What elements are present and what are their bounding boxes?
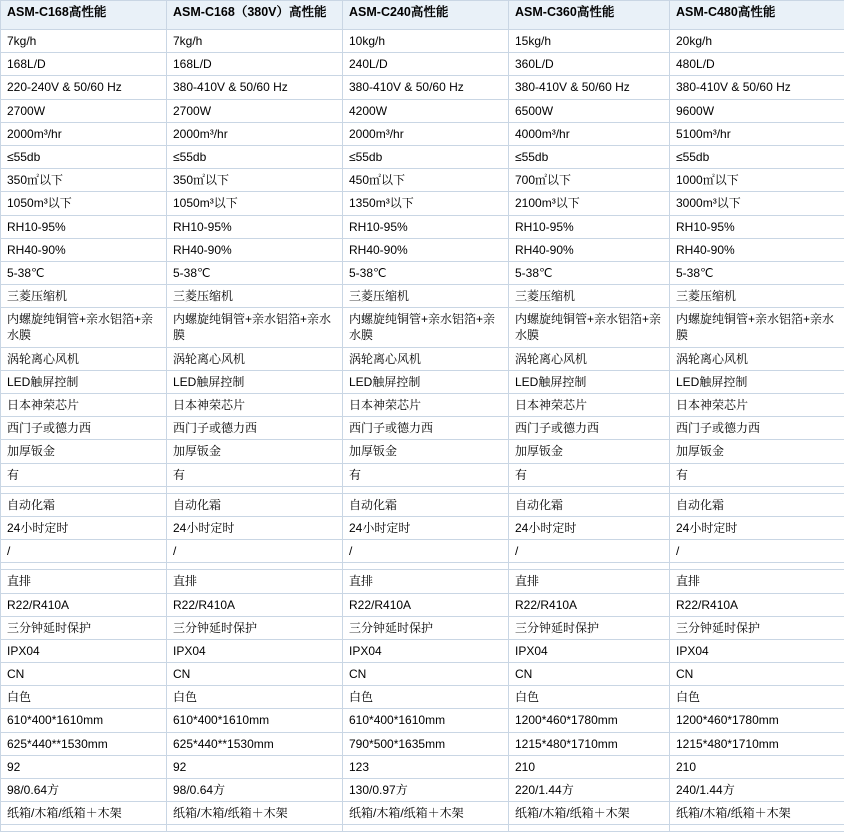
table-row [1, 192, 844, 215]
table-cell: 自动化霜 [167, 493, 343, 516]
table-cell: CN [1, 663, 167, 686]
table-cell: 610*400*1610mm [167, 709, 343, 732]
table-row [1, 394, 844, 417]
table-cell: RH10-95% [167, 215, 343, 238]
table-cell: 日本神荣芯片 [167, 394, 343, 417]
table-cell: 三菱压缩机 [670, 285, 844, 308]
table-cell: 7kg/h [1, 30, 167, 53]
table-cell: 92 [167, 755, 343, 778]
table-row [1, 122, 844, 145]
table-cell: 白色 [167, 686, 343, 709]
table-cell: 380-410V & 50/60 Hz [167, 76, 343, 99]
table-row [1, 53, 844, 76]
table-cell: CN [343, 663, 509, 686]
table-cell: 98/0.64方 [167, 779, 343, 802]
table-cell: 130/0.97方 [343, 779, 509, 802]
table-cell: 内螺旋纯铜管+亲水铝箔+亲水膜 [343, 308, 509, 347]
table-cell: CN [509, 663, 670, 686]
table-cell: 7kg/h [167, 30, 343, 53]
table-cell: 1215*480*1710mm [509, 732, 670, 755]
table-cell: RH10-95% [343, 215, 509, 238]
table-cell: 有 [1, 463, 167, 486]
table-cell: ≤55db [343, 145, 509, 168]
table-cell: 1350m³以下 [343, 192, 509, 215]
table-row [1, 686, 844, 709]
table-cell: 加厚钣金 [1, 440, 167, 463]
table-cell: 380-410V & 50/60 Hz [343, 76, 509, 99]
table-cell: CN [670, 663, 844, 686]
table-cell [670, 563, 844, 570]
table-cell [167, 825, 343, 832]
table-row [1, 440, 844, 463]
table-cell: 自动化霜 [1, 493, 167, 516]
table-cell [509, 486, 670, 493]
table-cell: RH40-90% [509, 238, 670, 261]
table-cell: 自动化霜 [509, 493, 670, 516]
table-cell: 日本神荣芯片 [343, 394, 509, 417]
table-cell: RH40-90% [1, 238, 167, 261]
table-cell: IPX04 [343, 639, 509, 662]
table-cell: / [343, 540, 509, 563]
table-cell: 自动化霜 [343, 493, 509, 516]
table-cell: 5-38℃ [167, 261, 343, 284]
table-cell: 1050m³以下 [167, 192, 343, 215]
table-cell: 自动化霜 [670, 493, 844, 516]
table-cell: 6500W [509, 99, 670, 122]
table-row [1, 417, 844, 440]
table-cell: LED触屏控制 [1, 370, 167, 393]
table-cell: 5-38℃ [343, 261, 509, 284]
table-row [1, 370, 844, 393]
table-cell: 西门子或德力西 [509, 417, 670, 440]
table-cell: 直排 [343, 570, 509, 593]
table-cell: 白色 [1, 686, 167, 709]
table-cell: 10kg/h [343, 30, 509, 53]
table-cell: 三分钟延时保护 [343, 616, 509, 639]
table-cell: 24小时定时 [1, 516, 167, 539]
table-row [1, 570, 844, 593]
table-cell: RH40-90% [670, 238, 844, 261]
table-cell: 加厚钣金 [343, 440, 509, 463]
table-cell: 9600W [670, 99, 844, 122]
table-cell: 西门子或德力西 [670, 417, 844, 440]
table-cell: 700㎡以下 [509, 169, 670, 192]
table-row [1, 802, 844, 825]
table-cell: 涡轮离心风机 [670, 347, 844, 370]
table-cell: 2000m³/hr [1, 122, 167, 145]
table-cell: 92 [1, 755, 167, 778]
table-row [1, 540, 844, 563]
table-cell: 5-38℃ [509, 261, 670, 284]
table-cell: 240L/D [343, 53, 509, 76]
table-cell: 西门子或德力西 [1, 417, 167, 440]
table-cell: 2700W [167, 99, 343, 122]
table-row [1, 663, 844, 686]
table-cell: R22/R410A [670, 593, 844, 616]
table-cell: / [1, 540, 167, 563]
table-cell [509, 563, 670, 570]
table-cell: LED触屏控制 [509, 370, 670, 393]
column-header: ASM-C480高性能 [670, 1, 844, 30]
table-row [1, 732, 844, 755]
table-cell: 白色 [670, 686, 844, 709]
table-row [1, 145, 844, 168]
table-cell: R22/R410A [1, 593, 167, 616]
table-cell: 日本神荣芯片 [670, 394, 844, 417]
table-row [1, 285, 844, 308]
column-header: ASM-C168（380V）高性能 [167, 1, 343, 30]
table-cell: 直排 [167, 570, 343, 593]
table-cell: 直排 [1, 570, 167, 593]
table-row [1, 563, 844, 570]
table-cell: LED触屏控制 [670, 370, 844, 393]
table-cell: RH40-90% [167, 238, 343, 261]
table-cell: 4000m³/hr [509, 122, 670, 145]
table-header-row [1, 1, 844, 30]
table-cell: 5-38℃ [670, 261, 844, 284]
table-cell: 2700W [1, 99, 167, 122]
table-cell: 有 [509, 463, 670, 486]
table-cell: 220/1.44方 [509, 779, 670, 802]
table-cell: 2000m³/hr [343, 122, 509, 145]
table-cell: RH10-95% [1, 215, 167, 238]
table-cell: 380-410V & 50/60 Hz [509, 76, 670, 99]
table-cell: 西门子或德力西 [167, 417, 343, 440]
table-cell: RH10-95% [670, 215, 844, 238]
table-row [1, 30, 844, 53]
table-cell: 纸箱/木箱/纸箱＋木架 [167, 802, 343, 825]
table-body [1, 30, 844, 832]
table-cell: 15kg/h [509, 30, 670, 53]
table-row [1, 755, 844, 778]
table-cell [509, 825, 670, 832]
table-cell: 240/1.44方 [670, 779, 844, 802]
table-cell: LED触屏控制 [343, 370, 509, 393]
table-row [1, 215, 844, 238]
table-cell: 涡轮离心风机 [343, 347, 509, 370]
table-cell [670, 825, 844, 832]
table-cell: 123 [343, 755, 509, 778]
table-cell: R22/R410A [167, 593, 343, 616]
table-cell: R22/R410A [509, 593, 670, 616]
table-cell: 1215*480*1710mm [670, 732, 844, 755]
table-cell: 168L/D [167, 53, 343, 76]
table-row [1, 825, 844, 832]
table-cell: 168L/D [1, 53, 167, 76]
table-cell: 三菱压缩机 [1, 285, 167, 308]
table-cell: 2100m³以下 [509, 192, 670, 215]
table-cell: 纸箱/木箱/纸箱＋木架 [1, 802, 167, 825]
table-row [1, 238, 844, 261]
table-cell [343, 486, 509, 493]
table-cell: 210 [509, 755, 670, 778]
table-cell: 625*440**1530mm [167, 732, 343, 755]
table-row [1, 261, 844, 284]
table-row [1, 709, 844, 732]
table-cell: 5-38℃ [1, 261, 167, 284]
table-cell: ≤55db [509, 145, 670, 168]
table-row [1, 616, 844, 639]
table-row [1, 779, 844, 802]
table-row [1, 169, 844, 192]
table-cell: IPX04 [670, 639, 844, 662]
column-header: ASM-C240高性能 [343, 1, 509, 30]
table-cell: / [509, 540, 670, 563]
table-cell: 24小时定时 [167, 516, 343, 539]
table-cell: 内螺旋纯铜管+亲水铝箔+亲水膜 [1, 308, 167, 347]
table-cell: IPX04 [1, 639, 167, 662]
column-header: ASM-C360高性能 [509, 1, 670, 30]
table-cell: / [670, 540, 844, 563]
table-cell: ≤55db [670, 145, 844, 168]
table-cell: 纸箱/木箱/纸箱＋木架 [670, 802, 844, 825]
table-cell: 纸箱/木箱/纸箱＋木架 [509, 802, 670, 825]
table-cell: 24小时定时 [343, 516, 509, 539]
table-cell: 24小时定时 [509, 516, 670, 539]
table-row [1, 76, 844, 99]
table-cell: 白色 [343, 686, 509, 709]
table-row [1, 639, 844, 662]
table-cell: 三菱压缩机 [167, 285, 343, 308]
table-cell: 5100m³/hr [670, 122, 844, 145]
table-cell: 360L/D [509, 53, 670, 76]
table-row [1, 593, 844, 616]
table-cell: IPX04 [509, 639, 670, 662]
table-cell: LED触屏控制 [167, 370, 343, 393]
table-cell: ≤55db [167, 145, 343, 168]
table-cell: 220-240V & 50/60 Hz [1, 76, 167, 99]
table-cell: 350㎡以下 [167, 169, 343, 192]
table-cell [343, 563, 509, 570]
table-cell: 直排 [509, 570, 670, 593]
table-cell: 350㎡以下 [1, 169, 167, 192]
table-cell: 450㎡以下 [343, 169, 509, 192]
table-cell: 有 [167, 463, 343, 486]
table-cell: 加厚钣金 [509, 440, 670, 463]
table-cell: 内螺旋纯铜管+亲水铝箔+亲水膜 [509, 308, 670, 347]
table-cell: 98/0.64方 [1, 779, 167, 802]
table-header [1, 1, 844, 30]
table-cell: 纸箱/木箱/纸箱＋木架 [343, 802, 509, 825]
table-cell: 3000m³以下 [670, 192, 844, 215]
table-cell: 三分钟延时保护 [167, 616, 343, 639]
table-cell: 4200W [343, 99, 509, 122]
table-cell: 有 [670, 463, 844, 486]
table-cell: 610*400*1610mm [1, 709, 167, 732]
table-row [1, 347, 844, 370]
table-cell: 加厚钣金 [670, 440, 844, 463]
table-cell [167, 486, 343, 493]
table-cell: 白色 [509, 686, 670, 709]
table-cell: 涡轮离心风机 [167, 347, 343, 370]
table-cell: 625*440**1530mm [1, 732, 167, 755]
table-cell [343, 825, 509, 832]
table-cell: 2000m³/hr [167, 122, 343, 145]
table-row [1, 493, 844, 516]
table-cell: 直排 [670, 570, 844, 593]
table-cell: RH40-90% [343, 238, 509, 261]
table-cell: IPX04 [167, 639, 343, 662]
table-row [1, 308, 844, 347]
column-header: ASM-C168高性能 [1, 1, 167, 30]
table-cell: 790*500*1635mm [343, 732, 509, 755]
table-cell [670, 486, 844, 493]
table-cell: 西门子或德力西 [343, 417, 509, 440]
table-cell [1, 563, 167, 570]
table-cell: 三分钟延时保护 [509, 616, 670, 639]
table-cell: ≤55db [1, 145, 167, 168]
table-cell: 1000㎡以下 [670, 169, 844, 192]
table-row [1, 486, 844, 493]
table-cell: 1200*460*1780mm [670, 709, 844, 732]
table-row [1, 516, 844, 539]
table-cell: 三分钟延时保护 [670, 616, 844, 639]
table-cell: 内螺旋纯铜管+亲水铝箔+亲水膜 [670, 308, 844, 347]
table-cell: 三菱压缩机 [509, 285, 670, 308]
table-cell: / [167, 540, 343, 563]
table-cell: R22/R410A [343, 593, 509, 616]
table-cell: CN [167, 663, 343, 686]
table-cell: 涡轮离心风机 [1, 347, 167, 370]
table-cell: 380-410V & 50/60 Hz [670, 76, 844, 99]
table-cell: 加厚钣金 [167, 440, 343, 463]
table-cell: 日本神荣芯片 [1, 394, 167, 417]
table-cell [1, 486, 167, 493]
table-cell [1, 825, 167, 832]
table-cell: 480L/D [670, 53, 844, 76]
table-cell: 日本神荣芯片 [509, 394, 670, 417]
table-cell: 有 [343, 463, 509, 486]
table-row [1, 463, 844, 486]
table-cell: 内螺旋纯铜管+亲水铝箔+亲水膜 [167, 308, 343, 347]
table-cell: 1050m³以下 [1, 192, 167, 215]
table-cell: 1200*460*1780mm [509, 709, 670, 732]
table-cell: 210 [670, 755, 844, 778]
table-cell: 三分钟延时保护 [1, 616, 167, 639]
table-row [1, 99, 844, 122]
table-cell [167, 563, 343, 570]
table-cell: 三菱压缩机 [343, 285, 509, 308]
table-cell: 24小时定时 [670, 516, 844, 539]
table-cell: 20kg/h [670, 30, 844, 53]
table-cell: RH10-95% [509, 215, 670, 238]
table-cell: 610*400*1610mm [343, 709, 509, 732]
table-cell: 涡轮离心风机 [509, 347, 670, 370]
